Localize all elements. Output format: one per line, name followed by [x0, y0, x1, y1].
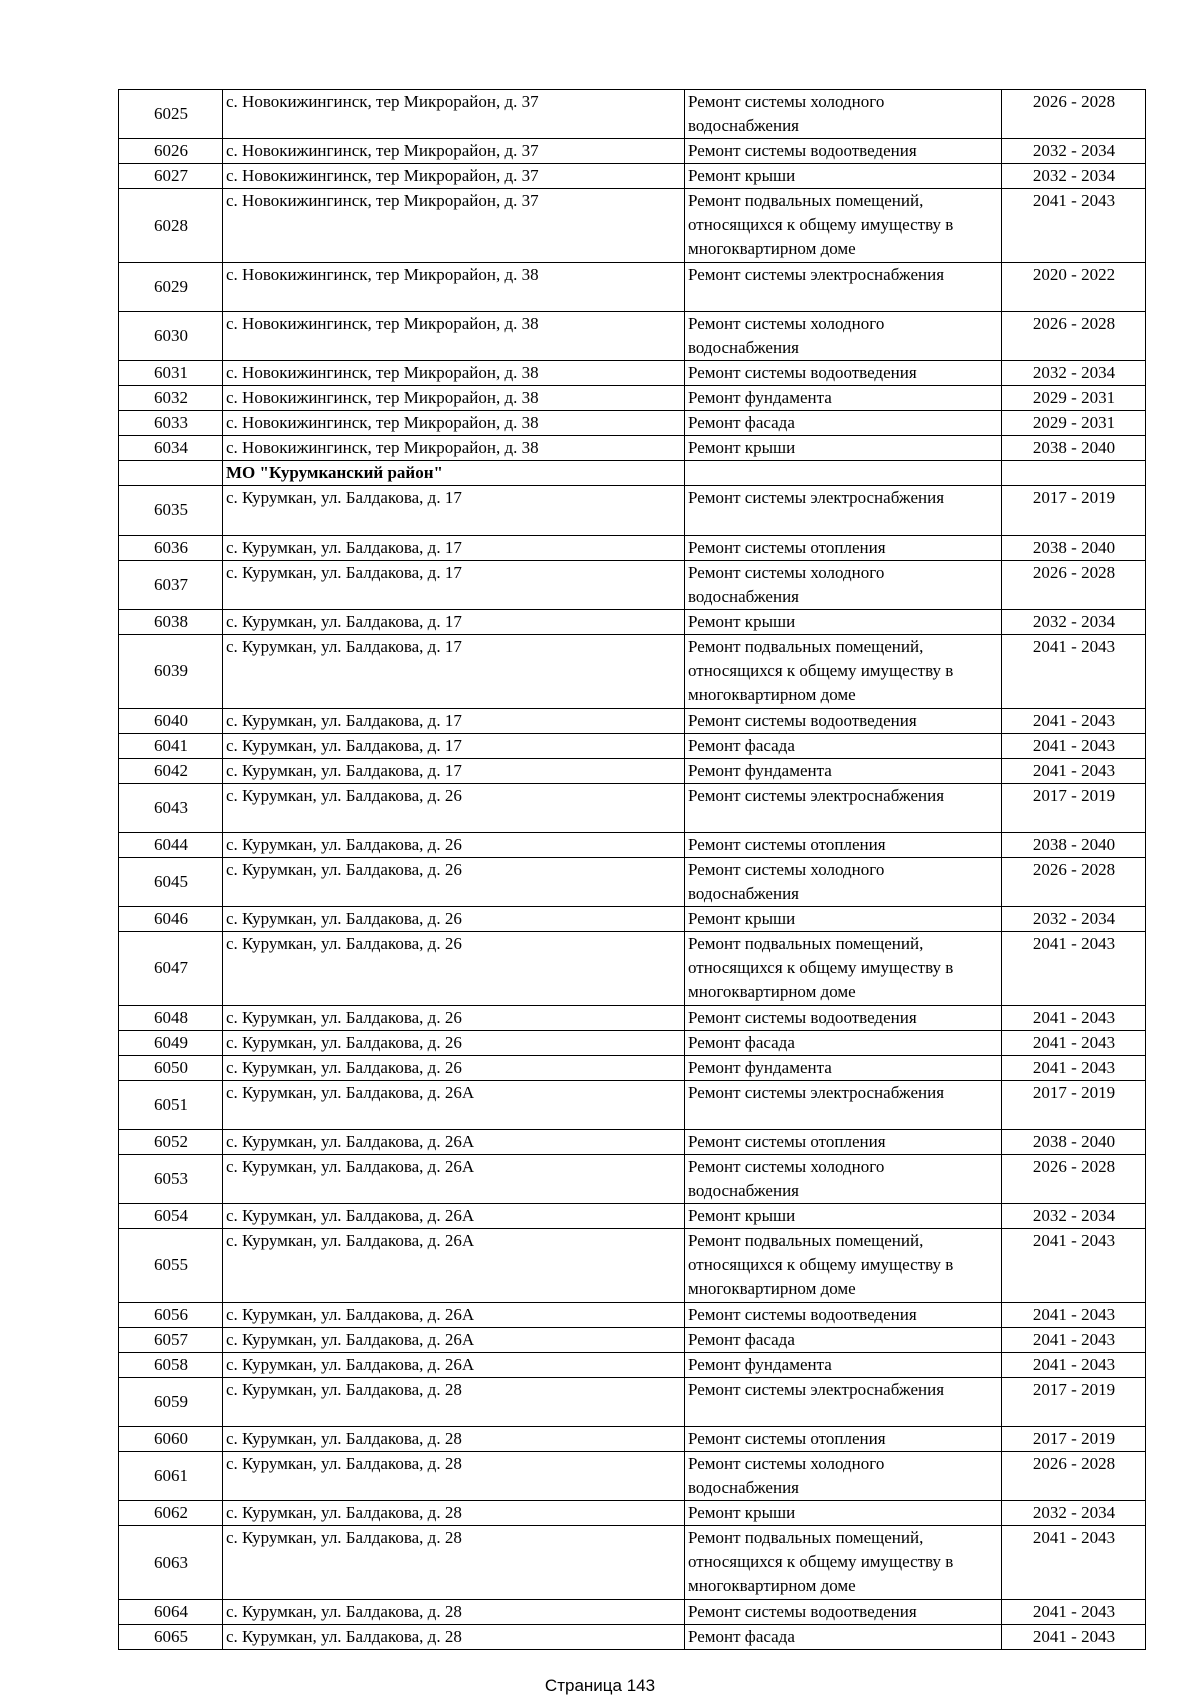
period-cell: 2041 - 2043 [1002, 1302, 1146, 1327]
row-number-cell: 6038 [119, 609, 223, 634]
address-cell: с. Курумкан, ул. Балдакова, д. 26А [223, 1204, 685, 1229]
period-cell: 2041 - 2043 [1002, 1600, 1146, 1625]
row-number-cell: 6041 [119, 733, 223, 758]
table-row [119, 1377, 1146, 1426]
work-type-cell: Ремонт фундамента [685, 1055, 1002, 1080]
row-number-cell: 6062 [119, 1501, 223, 1526]
table-row [119, 857, 1146, 906]
address-cell: с. Курумкан, ул. Балдакова, д. 26А [223, 1352, 685, 1377]
row-number-cell: 6040 [119, 708, 223, 733]
row-number-cell: 6042 [119, 758, 223, 783]
period-cell: 2041 - 2043 [1002, 708, 1146, 733]
address-cell: с. Курумкан, ул. Балдакова, д. 17 [223, 758, 685, 783]
row-number-cell: 6030 [119, 312, 223, 361]
address-cell: с. Курумкан, ул. Балдакова, д. 26 [223, 1005, 685, 1030]
row-number-cell: 6065 [119, 1625, 223, 1650]
address-cell: с. Курумкан, ул. Балдакова, д. 26 [223, 1055, 685, 1080]
address-cell: с. Курумкан, ул. Балдакова, д. 26А [223, 1229, 685, 1303]
address-cell: с. Курумкан, ул. Балдакова, д. 28 [223, 1526, 685, 1600]
row-number-cell: 6035 [119, 486, 223, 535]
table-row [119, 783, 1146, 832]
period-cell: 2041 - 2043 [1002, 1352, 1146, 1377]
period-cell: 2026 - 2028 [1002, 1452, 1146, 1501]
work-type-cell: Ремонт системы отопления [685, 1427, 1002, 1452]
row-number-cell: 6034 [119, 436, 223, 461]
row-number-cell: 6039 [119, 634, 223, 708]
work-type-cell: Ремонт системы холодного водоснабжения [685, 1154, 1002, 1203]
period-cell: 2017 - 2019 [1002, 1427, 1146, 1452]
table-row [119, 486, 1146, 535]
table-row [119, 1625, 1146, 1650]
address-cell: с. Курумкан, ул. Балдакова, д. 17 [223, 733, 685, 758]
work-type-cell: Ремонт фундамента [685, 1352, 1002, 1377]
table-row [119, 708, 1146, 733]
table-row [119, 832, 1146, 857]
row-number-cell: 6044 [119, 832, 223, 857]
row-number-cell: 6026 [119, 139, 223, 164]
period-cell: 2017 - 2019 [1002, 486, 1146, 535]
row-number-cell: 6037 [119, 560, 223, 609]
period-cell: 2026 - 2028 [1002, 312, 1146, 361]
period-cell: 2026 - 2028 [1002, 560, 1146, 609]
table-row [119, 1452, 1146, 1501]
row-number-cell: 6045 [119, 857, 223, 906]
work-type-cell: Ремонт крыши [685, 906, 1002, 931]
period-cell: 2038 - 2040 [1002, 436, 1146, 461]
period-cell: 2041 - 2043 [1002, 1030, 1146, 1055]
table-row [119, 189, 1146, 263]
period-cell: 2029 - 2031 [1002, 386, 1146, 411]
table-row [119, 361, 1146, 386]
period-cell: 2032 - 2034 [1002, 139, 1146, 164]
table-row [119, 90, 1146, 139]
address-cell: с. Курумкан, ул. Балдакова, д. 28 [223, 1452, 685, 1501]
address-cell: с. Новокижингинск, тер Микрорайон, д. 37 [223, 139, 685, 164]
table-row [119, 1327, 1146, 1352]
row-number-cell: 6057 [119, 1327, 223, 1352]
address-cell: с. Курумкан, ул. Балдакова, д. 26 [223, 906, 685, 931]
work-type-cell: Ремонт системы электроснабжения [685, 486, 1002, 535]
work-type-cell: Ремонт системы холодного водоснабжения [685, 857, 1002, 906]
table-row [119, 931, 1146, 1005]
address-cell: с. Курумкан, ул. Балдакова, д. 26А [223, 1154, 685, 1203]
work-type-cell: Ремонт системы водоотведения [685, 1600, 1002, 1625]
row-number-cell: 6055 [119, 1229, 223, 1303]
address-cell: с. Курумкан, ул. Балдакова, д. 28 [223, 1377, 685, 1426]
period-cell: 2032 - 2034 [1002, 164, 1146, 189]
row-number-cell: 6059 [119, 1377, 223, 1426]
period-cell: 2041 - 2043 [1002, 1625, 1146, 1650]
period-cell: 2041 - 2043 [1002, 1229, 1146, 1303]
address-cell: с. Курумкан, ул. Балдакова, д. 17 [223, 708, 685, 733]
period-cell: 2026 - 2028 [1002, 90, 1146, 139]
work-type-cell: Ремонт системы водоотведения [685, 1302, 1002, 1327]
period-cell: 2017 - 2019 [1002, 1080, 1146, 1129]
row-number-cell: 6056 [119, 1302, 223, 1327]
table-row [119, 1055, 1146, 1080]
period-cell: 2041 - 2043 [1002, 931, 1146, 1005]
row-number-cell: 6051 [119, 1080, 223, 1129]
address-cell: с. Курумкан, ул. Балдакова, д. 26 [223, 931, 685, 1005]
period-cell: 2017 - 2019 [1002, 1377, 1146, 1426]
period-cell: 2038 - 2040 [1002, 535, 1146, 560]
address-cell: с. Курумкан, ул. Балдакова, д. 28 [223, 1600, 685, 1625]
address-cell: с. Новокижингинск, тер Микрорайон, д. 37 [223, 189, 685, 263]
section-header-row [119, 461, 1146, 486]
row-number-cell: 6058 [119, 1352, 223, 1377]
period-cell: 2041 - 2043 [1002, 1327, 1146, 1352]
table-row [119, 1129, 1146, 1154]
work-type-cell: Ремонт системы электроснабжения [685, 1377, 1002, 1426]
address-cell: с. Курумкан, ул. Балдакова, д. 28 [223, 1625, 685, 1650]
table-row [119, 1030, 1146, 1055]
period-cell: 2032 - 2034 [1002, 906, 1146, 931]
period-cell: 2032 - 2034 [1002, 1501, 1146, 1526]
row-number-cell: 6052 [119, 1129, 223, 1154]
table-row [119, 411, 1146, 436]
address-cell: с. Курумкан, ул. Балдакова, д. 28 [223, 1427, 685, 1452]
table-row [119, 758, 1146, 783]
work-type-cell: Ремонт системы электроснабжения [685, 262, 1002, 311]
table-row [119, 1526, 1146, 1600]
row-number-cell: 6053 [119, 1154, 223, 1203]
address-cell: с. Новокижингинск, тер Микрорайон, д. 38 [223, 312, 685, 361]
address-cell: с. Курумкан, ул. Балдакова, д. 26 [223, 783, 685, 832]
table-body [119, 90, 1146, 1650]
page-number: Страница 143 [544, 1676, 656, 1695]
address-cell: с. Курумкан, ул. Балдакова, д. 28 [223, 1501, 685, 1526]
work-type-cell: Ремонт фасада [685, 1327, 1002, 1352]
work-type-cell: Ремонт системы отопления [685, 1129, 1002, 1154]
table-row [119, 733, 1146, 758]
address-cell: с. Курумкан, ул. Балдакова, д. 26А [223, 1302, 685, 1327]
address-cell: с. Новокижингинск, тер Микрорайон, д. 37 [223, 164, 685, 189]
table-row [119, 1204, 1146, 1229]
period-cell: 2026 - 2028 [1002, 1154, 1146, 1203]
period-cell: 2020 - 2022 [1002, 262, 1146, 311]
work-type-cell: Ремонт системы холодного водоснабжения [685, 1452, 1002, 1501]
address-cell: с. Курумкан, ул. Балдакова, д. 17 [223, 486, 685, 535]
table-row [119, 1427, 1146, 1452]
period-cell: 2029 - 2031 [1002, 411, 1146, 436]
table-row [119, 1302, 1146, 1327]
table-row [119, 1229, 1146, 1303]
address-cell: с. Курумкан, ул. Балдакова, д. 17 [223, 560, 685, 609]
table-row [119, 386, 1146, 411]
work-type-cell: Ремонт системы отопления [685, 832, 1002, 857]
work-type-cell: Ремонт системы электроснабжения [685, 1080, 1002, 1129]
address-cell: с. Новокижингинск, тер Микрорайон, д. 38 [223, 436, 685, 461]
work-type-cell: Ремонт системы холодного водоснабжения [685, 90, 1002, 139]
address-cell: с. Курумкан, ул. Балдакова, д. 26А [223, 1080, 685, 1129]
work-type-cell: Ремонт крыши [685, 609, 1002, 634]
row-number-cell: 6050 [119, 1055, 223, 1080]
section-period-cell [1002, 461, 1146, 486]
row-number-cell: 6054 [119, 1204, 223, 1229]
row-number-cell: 6031 [119, 361, 223, 386]
address-cell: с. Новокижингинск, тер Микрорайон, д. 37 [223, 90, 685, 139]
table-row [119, 609, 1146, 634]
period-cell: 2017 - 2019 [1002, 783, 1146, 832]
work-type-cell: Ремонт системы водоотведения [685, 139, 1002, 164]
address-cell: с. Курумкан, ул. Балдакова, д. 26 [223, 1030, 685, 1055]
address-cell: с. Курумкан, ул. Балдакова, д. 26А [223, 1327, 685, 1352]
capital-repair-register-table [118, 89, 1146, 1650]
row-number-cell: 6027 [119, 164, 223, 189]
row-number-cell: 6064 [119, 1600, 223, 1625]
work-type-cell: Ремонт подвальных помещений, относящихся к общему имуществу в многоквартирном доме [685, 931, 1002, 1005]
work-type-cell: Ремонт системы холодного водоснабжения [685, 312, 1002, 361]
work-type-cell: Ремонт фундамента [685, 758, 1002, 783]
address-cell: с. Курумкан, ул. Балдакова, д. 26 [223, 857, 685, 906]
address-cell: с. Курумкан, ул. Балдакова, д. 17 [223, 634, 685, 708]
table-row [119, 164, 1146, 189]
work-type-cell: Ремонт фасада [685, 733, 1002, 758]
work-type-cell: Ремонт фасада [685, 411, 1002, 436]
table-row [119, 262, 1146, 311]
period-cell: 2032 - 2034 [1002, 609, 1146, 634]
row-number-cell: 6063 [119, 1526, 223, 1600]
row-number-cell: 6036 [119, 535, 223, 560]
work-type-cell: Ремонт крыши [685, 1501, 1002, 1526]
address-cell: с. Новокижингинск, тер Микрорайон, д. 38 [223, 361, 685, 386]
table-row [119, 1600, 1146, 1625]
period-cell: 2041 - 2043 [1002, 1005, 1146, 1030]
address-cell: с. Новокижингинск, тер Микрорайон, д. 38 [223, 386, 685, 411]
period-cell: 2038 - 2040 [1002, 832, 1146, 857]
row-number-cell: 6032 [119, 386, 223, 411]
period-cell: 2041 - 2043 [1002, 733, 1146, 758]
table-row [119, 312, 1146, 361]
row-number-cell: 6033 [119, 411, 223, 436]
table-row [119, 906, 1146, 931]
period-cell: 2038 - 2040 [1002, 1129, 1146, 1154]
table-row [119, 1154, 1146, 1203]
work-type-cell: Ремонт крыши [685, 436, 1002, 461]
address-cell: с. Новокижингинск, тер Микрорайон, д. 38 [223, 262, 685, 311]
work-type-cell: Ремонт системы отопления [685, 535, 1002, 560]
section-number-cell [119, 461, 223, 486]
section-title: МО "Курумканский район" [223, 461, 685, 486]
row-number-cell: 6025 [119, 90, 223, 139]
period-cell: 2041 - 2043 [1002, 189, 1146, 263]
table-row [119, 535, 1146, 560]
work-type-cell: Ремонт системы водоотведения [685, 1005, 1002, 1030]
row-number-cell: 6028 [119, 189, 223, 263]
address-cell: с. Курумкан, ул. Балдакова, д. 26А [223, 1129, 685, 1154]
work-type-cell: Ремонт фасада [685, 1625, 1002, 1650]
work-type-cell: Ремонт подвальных помещений, относящихся к общему имуществу в многоквартирном доме [685, 1526, 1002, 1600]
period-cell: 2032 - 2034 [1002, 1204, 1146, 1229]
work-type-cell: Ремонт системы водоотведения [685, 708, 1002, 733]
work-type-cell: Ремонт фасада [685, 1030, 1002, 1055]
address-cell: с. Курумкан, ул. Балдакова, д. 17 [223, 535, 685, 560]
work-type-cell: Ремонт системы водоотведения [685, 361, 1002, 386]
work-type-cell: Ремонт системы холодного водоснабжения [685, 560, 1002, 609]
period-cell: 2032 - 2034 [1002, 361, 1146, 386]
row-number-cell: 6049 [119, 1030, 223, 1055]
section-work-cell [685, 461, 1002, 486]
row-number-cell: 6043 [119, 783, 223, 832]
period-cell: 2041 - 2043 [1002, 758, 1146, 783]
address-cell: с. Курумкан, ул. Балдакова, д. 17 [223, 609, 685, 634]
period-cell: 2026 - 2028 [1002, 857, 1146, 906]
work-type-cell: Ремонт подвальных помещений, относящихся к общему имуществу в многоквартирном доме [685, 189, 1002, 263]
table-row [119, 436, 1146, 461]
table-row [119, 634, 1146, 708]
work-type-cell: Ремонт крыши [685, 1204, 1002, 1229]
table-row [119, 560, 1146, 609]
table-row [119, 1501, 1146, 1526]
address-cell: с. Курумкан, ул. Балдакова, д. 26 [223, 832, 685, 857]
work-type-cell: Ремонт системы электроснабжения [685, 783, 1002, 832]
row-number-cell: 6046 [119, 906, 223, 931]
work-type-cell: Ремонт фундамента [685, 386, 1002, 411]
table-row [119, 1080, 1146, 1129]
row-number-cell: 6048 [119, 1005, 223, 1030]
row-number-cell: 6060 [119, 1427, 223, 1452]
period-cell: 2041 - 2043 [1002, 1055, 1146, 1080]
address-cell: с. Новокижингинск, тер Микрорайон, д. 38 [223, 411, 685, 436]
table-row [119, 139, 1146, 164]
work-type-cell: Ремонт подвальных помещений, относящихся к общему имуществу в многоквартирном доме [685, 634, 1002, 708]
table-row [119, 1005, 1146, 1030]
period-cell: 2041 - 2043 [1002, 634, 1146, 708]
work-type-cell: Ремонт крыши [685, 164, 1002, 189]
work-type-cell: Ремонт подвальных помещений, относящихся к общему имуществу в многоквартирном доме [685, 1229, 1002, 1303]
row-number-cell: 6061 [119, 1452, 223, 1501]
row-number-cell: 6029 [119, 262, 223, 311]
row-number-cell: 6047 [119, 931, 223, 1005]
period-cell: 2041 - 2043 [1002, 1526, 1146, 1600]
table-row [119, 1352, 1146, 1377]
